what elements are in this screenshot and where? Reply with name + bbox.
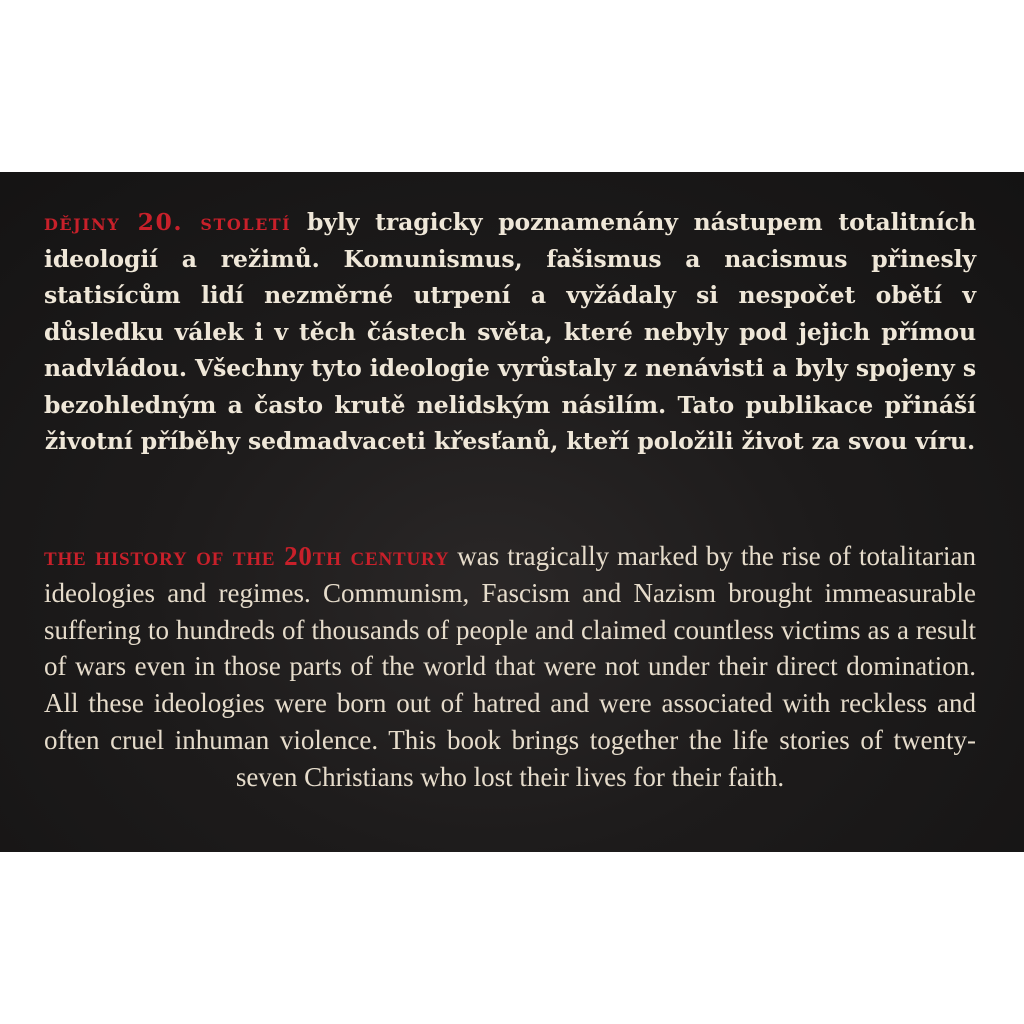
back-cover-panel [0,172,1024,852]
english-paragraph [44,538,976,796]
czech-body-text: byly tragicky poznamenány nástupem totalitních ideologií a režimů. Komunismus, fašismus a nacismus přinesly statisícům lidí nezměrné utrpení a vyžádaly si nespočet obětí v důsledku válek i v těch částech světa, které nebyly pod jejich přímou nadvládou. Všechny tyto ideologie vyrůstaly z nenávisti a byly spojeny s bezohledným a často krutě nelidským násilím. Tato publikace přináší životní příběhy sedmadvaceti křesťanů, kteří položili život za svou víru. [44,208,976,455]
english-body-text: was tragically marked by the rise of totalitarian ideologies and regimes. Communism, Fascism and Nazism brought immeasurable suffering to hundreds of thousands of people and claimed countless victims as a result of wars even in those parts of the world that were not under their direct domination. All these ideologies were born out of hatred and were associated with reckless and often cruel inhuman violence. This book brings together the life stories of twenty-seven Christians who lost their lives for their faith. [44,541,977,792]
czech-paragraph [44,204,976,460]
english-lead-heading: the history of the 20th century [44,541,450,571]
czech-lead-heading: dějiny 20. století [44,208,292,236]
